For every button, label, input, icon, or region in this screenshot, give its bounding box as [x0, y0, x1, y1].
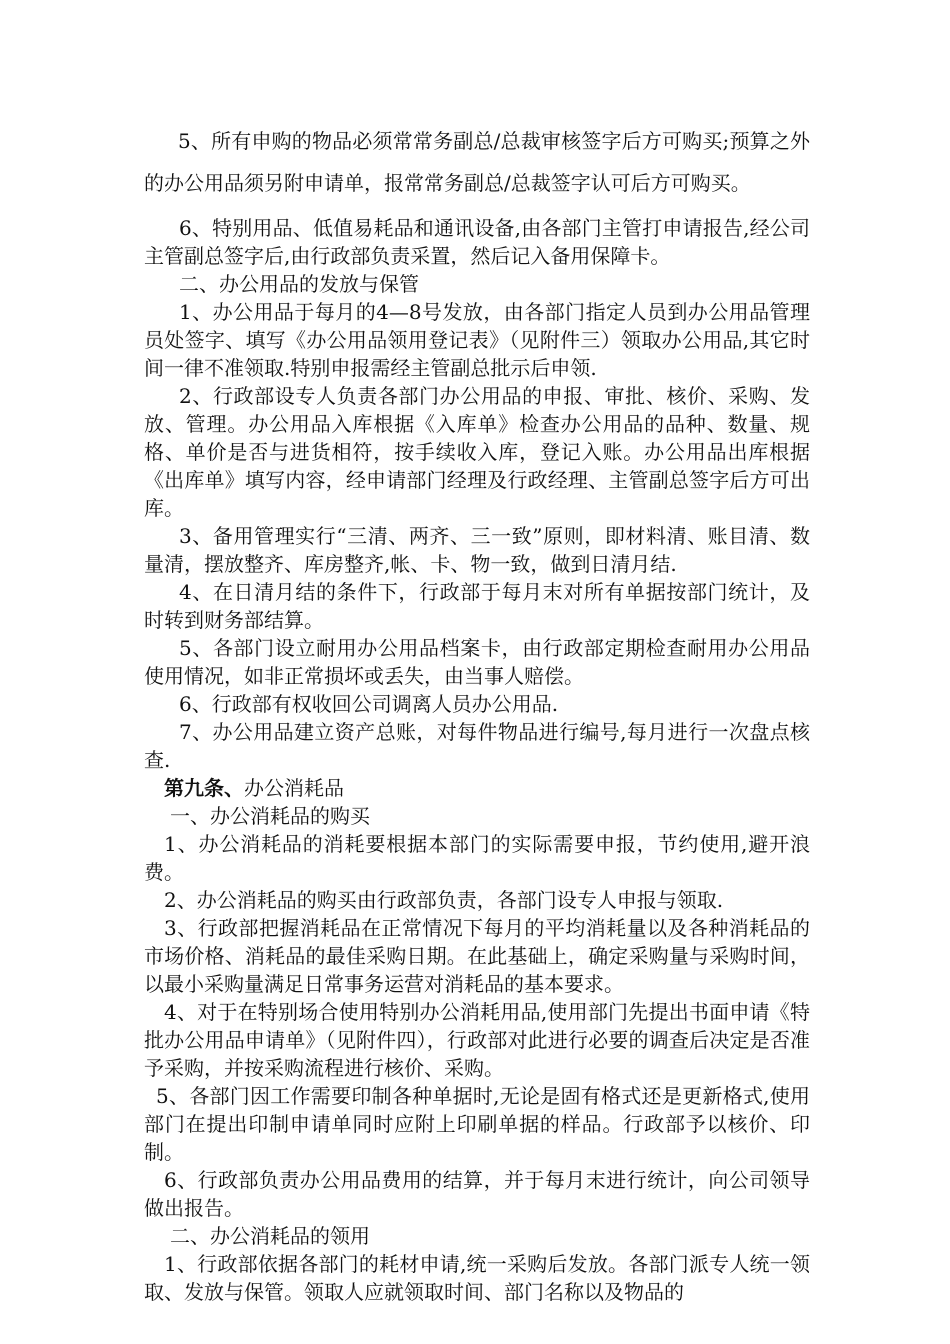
paragraph-consumables-3: 3、行政部把握消耗品在正常情况下每月的平均消耗量以及各种消耗品的市场价格、消耗品的最佳采购日期。在此基础上，确定采购量与采购时间，以最小采购量满足日常事务运营对消耗品的基本要求。 [144, 916, 810, 996]
paragraph-distribution-3: 3、备用管理实行“三清、两齐、三一致”原则，即材料清、账目清、数量清，摆放整齐、库房整齐,帐、卡、物一致，做到日清月结. [144, 524, 810, 576]
paragraph-distribution-4: 4、在日清月结的条件下，行政部于每月末对所有单据按部门统计，及时转到财务部结算。 [144, 580, 810, 632]
paragraph-special-items: 6、特别用品、低值易耗品和通讯设备,由各部门主管打申请报告,经公司主管副总签字后,由行政部负责采置，然后记入备用保障卡。 [144, 216, 810, 268]
paragraph-distribution-2: 2、行政部设专人负责各部门办公用品的申报、审批、核价、采购、发放、管理。办公用品入库根据《入库单》检查办公用品的品种、数量、规格、单价是否与进货相符，按手续收入库，登记入账。办公用品出库根据《出库单》填写内容，经申请部门经理及行政经理、主管副总签字后方可出库。 [144, 384, 810, 520]
paragraph-consumables-2: 2、办公消耗品的购买由行政部负责，各部门设专人申报与领取. [164, 888, 724, 912]
article-number: 第九条、 [164, 776, 244, 800]
section-heading-collection: 二、办公消耗品的领用 [170, 1224, 370, 1248]
paragraph-purchase-approval: 5、所有申购的物品必须常常务副总/总裁审核签字后方可购买;预算之外的办公用品须另附申请单，报常常务副总/总裁签字认可后方可购买。 [144, 129, 810, 195]
paragraph-consumables-1: 1、办公消耗品的消耗要根据本部门的实际需要申报，节约使用,避开浪费。 [144, 832, 810, 884]
paragraph-consumables-4: 4、对于在特别场合使用特别办公消耗用品,使用部门先提出书面申请《特批办公用品申请单》（见附件四），行政部对此进行必要的调查后决定是否准予采购，并按采购流程进行核价、采购。 [144, 1000, 810, 1080]
article-heading [144, 774, 810, 802]
paragraph-collection-1: 1、行政部依据各部门的耗材申请,统一采购后发放。各部门派专人统一领取、发放与保管。领取人应就领取时间、部门名称以及物品的 [144, 1252, 810, 1304]
paragraph-distribution-6: 6、行政部有权收回公司调离人员办公用品. [179, 692, 559, 716]
article-title: 办公消耗品 [244, 776, 344, 800]
section-heading-purchase: 一、办公消耗品的购买 [170, 804, 370, 828]
paragraph-distribution-7: 7、办公用品建立资产总账，对每件物品进行编号,每月进行一次盘点核查. [144, 720, 810, 772]
paragraph-distribution-1: 1、办公用品于每月的4—8号发放，由各部门指定人员到办公用品管理员处签字、填写《办公用品领用登记表》（见附件三）领取办公用品,其它时间一律不准领取.特别申报需经主管副总批示后申领. [144, 300, 810, 380]
paragraph-distribution-5: 5、各部门设立耐用办公用品档案卡，由行政部定期检查耐用办公用品使用情况，如非正常损坏或丢失，由当事人赔偿。 [144, 636, 810, 688]
paragraph-consumables-6: 6、行政部负责办公用品费用的结算，并于每月末进行统计，向公司领导做出报告。 [144, 1168, 810, 1220]
paragraph-consumables-5: 5、各部门因工作需要印制各种单据时,无论是固有格式还是更新格式,使用部门在提出印制申请单同时应附上印刷单据的样品。行政部予以核价、印制。 [144, 1084, 810, 1164]
section-heading-distribution: 二、办公用品的发放与保管 [179, 272, 419, 296]
